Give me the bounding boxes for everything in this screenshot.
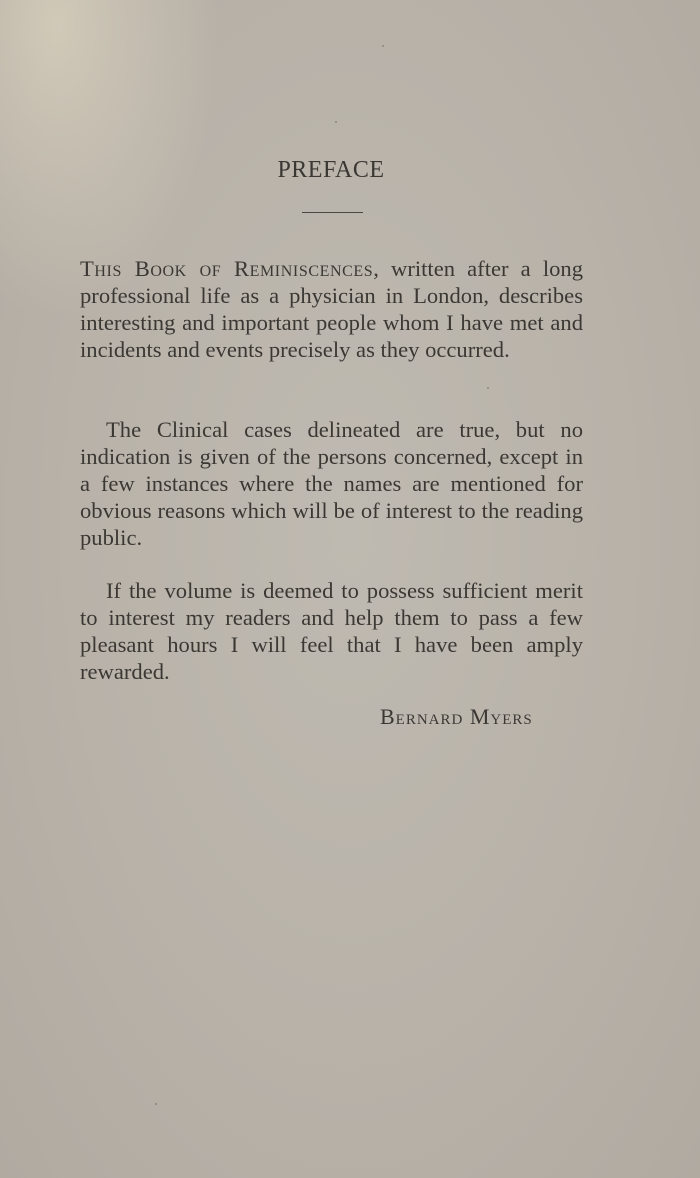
page-title: PREFACE	[277, 157, 385, 183]
title-divider	[302, 212, 363, 213]
paragraph-lead-small-caps: This Book of Reminiscences	[80, 256, 374, 281]
preface-paragraph-3: If the volume is deemed to possess sufficient merit to interest my readers and help them to pass a few pleasant hours I will feel that I have been amply rewarded.	[80, 578, 583, 684]
preface-paragraph-1	[80, 255, 583, 363]
paper-speck	[382, 45, 384, 47]
paragraph-1-text: , written after a long professional life as a physician in London, describes interesting and important people whom I have met and incidents and events precisely as they occurred.	[80, 256, 583, 362]
preface-paragraph-2: The Clinical cases delineated are true, but no indication is given of the persons concerned, except in a few instances where the names are mentioned for obvious reasons which will be of interest to the reading public.	[80, 417, 583, 550]
paper-speck	[487, 387, 489, 389]
author-signature: Bernard Myers	[380, 704, 533, 729]
paper-speck	[335, 121, 337, 123]
paper-speck	[155, 1103, 157, 1105]
